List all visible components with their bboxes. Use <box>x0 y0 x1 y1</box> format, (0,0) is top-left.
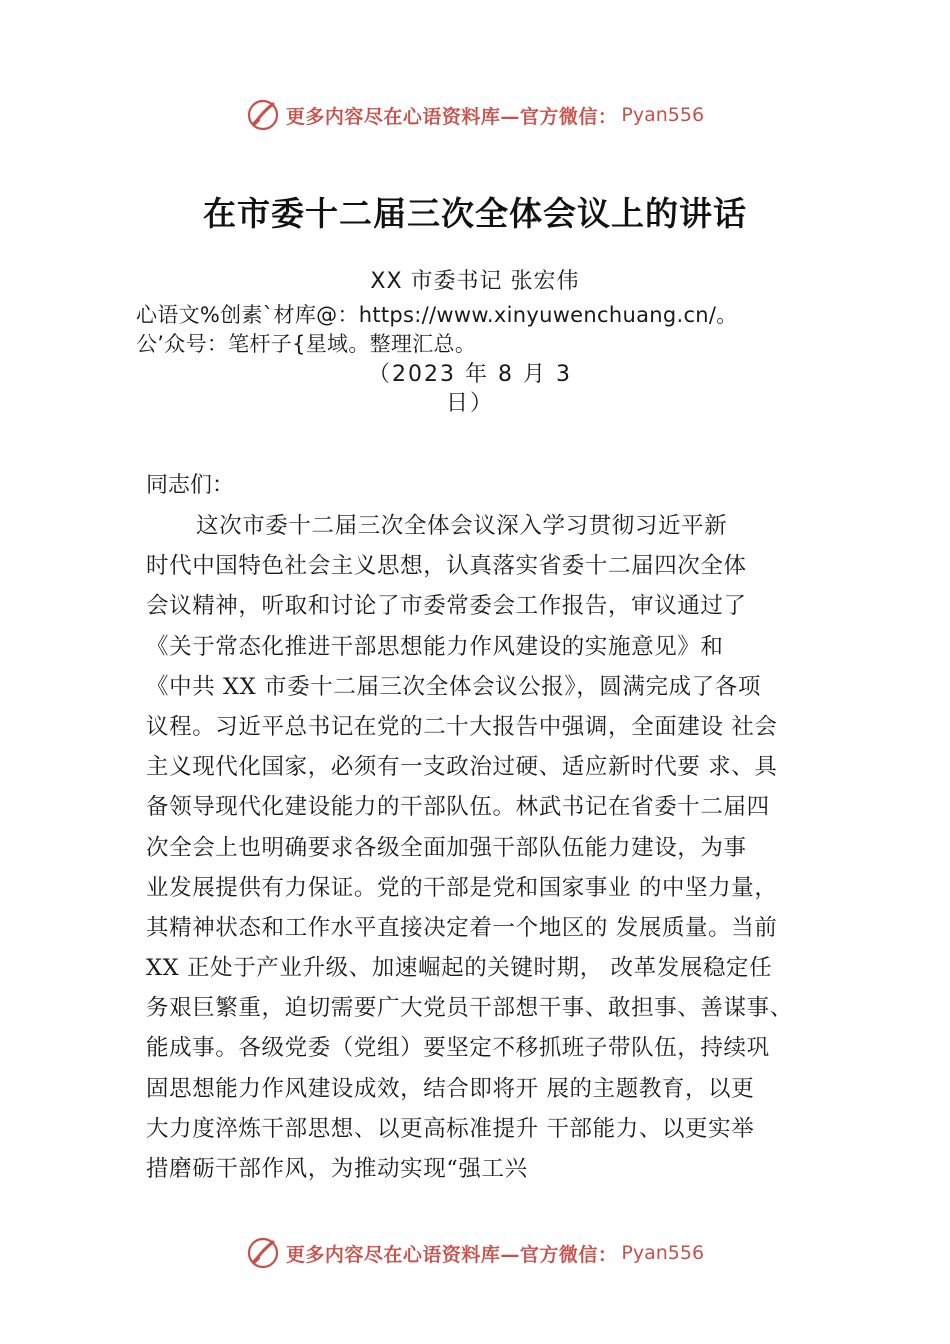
body-line: 时代中国特色社会主义思想，认真落实省委十二届四次全体 <box>146 553 747 580</box>
body-line: 能成事。各级党委（党组）要坚定不移抓班子带队伍，持续巩 <box>146 1035 770 1062</box>
banner-label: 更多内容尽在心语资料库—官方微信： <box>285 1243 618 1266</box>
body-line: 务艰巨繁重，迫切需要广大党员干部想干事、敢担事、善谋事、 <box>146 995 793 1022</box>
body-line: 这次市委十二届三次全体会议深入学习贯彻习近平新 <box>196 513 728 539</box>
brush-logo-icon <box>246 98 280 132</box>
greeting: 同志们： <box>146 473 235 498</box>
date-line-2: 日） <box>445 391 494 416</box>
banner-label: 更多内容尽在心语资料库—官方微信： <box>285 105 618 128</box>
body-line: 其精神状态和工作水平直接决定着一个地区的 发展质量。当前 <box>146 914 778 941</box>
body-line: 措磨砺干部作风，为推动实现“强工兴 <box>146 1156 528 1182</box>
body-line: XX 正处于产业升级、加速崛起的关键时期， 改革发展稳定任 <box>146 955 773 982</box>
source-line-2: 公’众号：笔杆子{星域。整理汇总。 <box>136 332 477 356</box>
body-line: 会议精神，听取和讨论了市委常委会工作报告，审议通过了 <box>146 593 747 620</box>
body-line: 次全会上也明确要求各级全面加强干部队伍能力建设，为事 <box>146 834 747 861</box>
body-line: 主义现代化国家，必须有一支政治过硬、适应新时代要 求、具 <box>146 754 778 781</box>
brush-logo-icon <box>246 1236 280 1270</box>
body-line: 大力度淬炼干部思想、以更高标准提升 干部能力、以更实举 <box>146 1115 755 1142</box>
body-line: 《关于常态化推进干部思想能力作风建设的实施意见》和 <box>146 633 724 660</box>
body-line: 议程。习近平总书记在党的二十大报告中强调，全面建设 社会 <box>146 713 778 740</box>
body-line: 备领导现代化建设能力的干部队伍。林武书记在省委十二届四 <box>146 794 770 821</box>
body-line: 固思想能力作风建设成效，结合即将开 展的主题教育，以更 <box>146 1075 755 1102</box>
header-banner <box>0 95 950 135</box>
banner-account: Pyan556 <box>621 1242 705 1264</box>
document-title: 在市委十二届三次全体会议上的讲话 <box>203 194 747 233</box>
footer-banner <box>0 1233 950 1273</box>
date-line-1: （2023 年 8 月 3 <box>368 362 572 387</box>
body-line: 《中共 XX 市委十二届三次全体会议公报》，圆满完成了各项 <box>146 673 761 700</box>
banner-account: Pyan556 <box>621 104 705 126</box>
document-author: XX 市委书记 张宏伟 <box>370 269 580 294</box>
body-line: 业发展提供有力保证。党的干部是党和国家事业 的中坚力量， <box>146 874 778 901</box>
body-paragraph <box>146 506 836 1189</box>
source-line-1: 心语文%创素`材库@：https://www.xinyuwenchuang.cn/。 <box>136 303 738 327</box>
